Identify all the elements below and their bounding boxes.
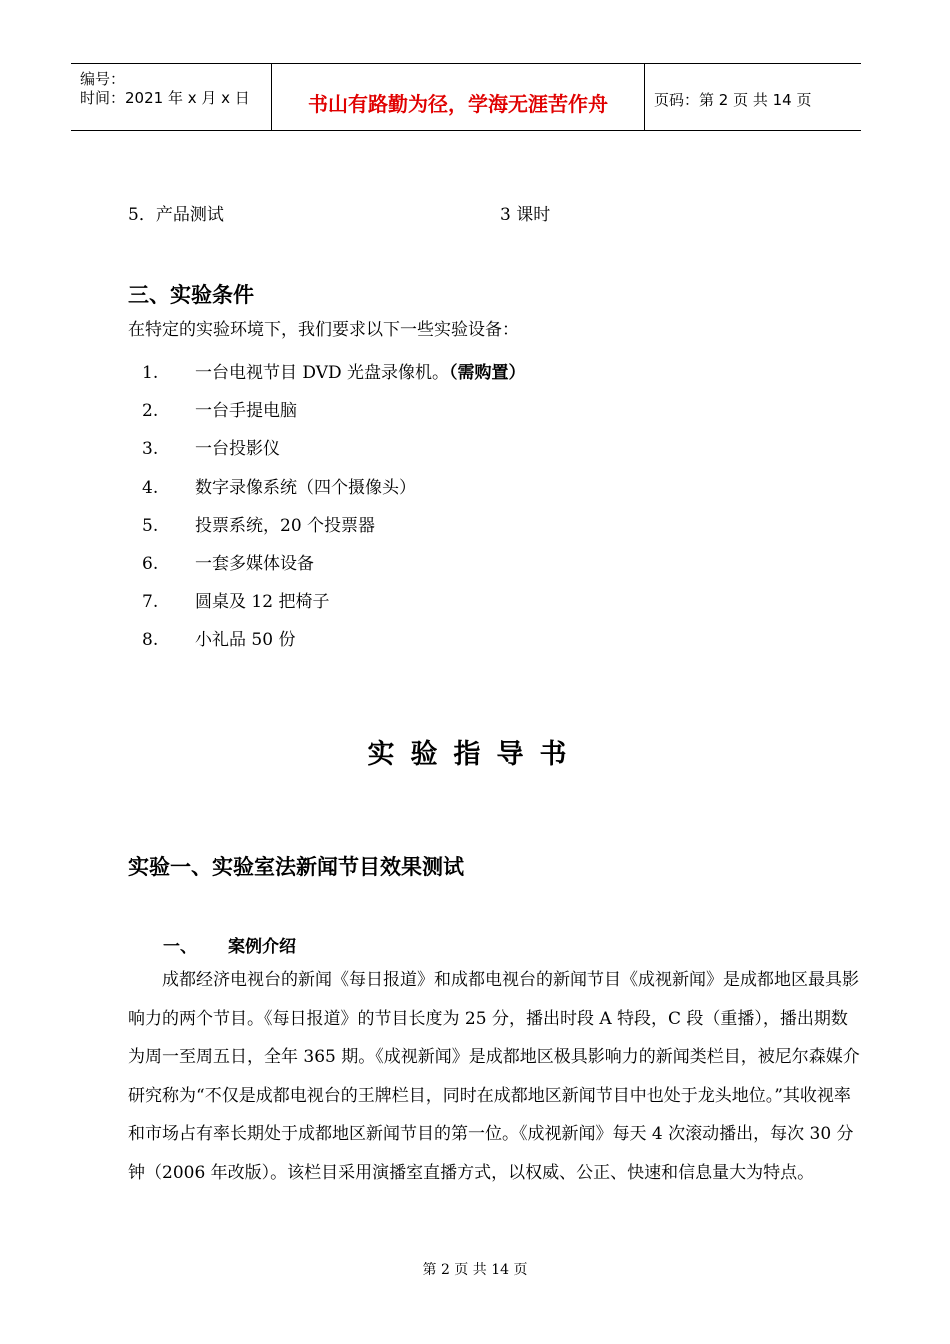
equipment-item-note: （需购置）: [449, 363, 526, 383]
equipment-item-text: 投票系统，20 个投票器: [195, 516, 376, 536]
header-motto: 书山有路勤为径，学海无涯苦作舟: [308, 92, 608, 116]
case-intro-number: 一、: [163, 937, 197, 957]
equipment-item: [142, 511, 375, 536]
case-intro-title: 案例介绍: [228, 937, 296, 957]
section3-heading: 三、实验条件: [128, 283, 254, 307]
experiment1-heading: 实验一、实验室法新闻节目效果测试: [128, 855, 464, 879]
equipment-item: [142, 625, 295, 650]
equipment-item: [142, 434, 280, 459]
header-left-cell: [71, 64, 272, 130]
case-intro-paragraph: [128, 961, 864, 1192]
number-label: 编号：: [80, 70, 126, 88]
equipment-item-number: 3.: [142, 439, 159, 459]
schedule-hours: 3 课时: [500, 205, 551, 225]
equipment-item-text: 一台投影仪: [195, 439, 280, 459]
header-middle-cell: [272, 64, 645, 130]
equipment-item-number: 6.: [142, 554, 159, 574]
equipment-item-number: 8.: [142, 630, 159, 650]
header-right-cell: [645, 64, 861, 130]
case-intro-text: 成都经济电视台的新闻《每日报道》和成都电视台的新闻节目《成视新闻》是成都地区最具影响力的两个节目。《每日报道》的节目长度为 25 分，播出时段 A 特段，C 段（重播），播出期数为周一至周五日，全年 365 期。《成视新闻》是成都地区极具影响力的新闻类栏目，被尼尔森媒介研究称为“不仅是成都电视台的王牌栏目，同时在成都地区新闻节目中也处于龙头地位。”其收视率和市场占有率长期处于成都地区新闻节目的第一位。《成视新闻》每天 4 次滚动播出，每次 30 分钟（2006 年改版）。该栏目采用演播室直播方式，以权威、公正、快速和信息量大为特点。: [128, 970, 860, 1183]
equipment-item: [142, 549, 314, 574]
equipment-item-text: 一台电视节目 DVD 光盘录像机。: [195, 363, 450, 383]
equipment-item: [142, 358, 526, 383]
document-title: 实验指导书: [367, 739, 583, 770]
equipment-item-number: 1.: [142, 363, 159, 383]
equipment-item-number: 2.: [142, 401, 159, 421]
equipment-item-number: 4.: [142, 478, 159, 498]
schedule-item: 5．产品测试: [128, 205, 224, 225]
equipment-item-text: 数字录像系统（四个摄像头）: [195, 478, 416, 498]
equipment-item: [142, 587, 329, 612]
header-page-info: 页码：第 2 页 共 14 页: [654, 91, 812, 109]
equipment-item-text: 小礼品 50 份: [195, 630, 296, 650]
page-header: [71, 63, 861, 131]
page-footer: 第 2 页 共 14 页: [422, 1262, 528, 1278]
equipment-item-number: 5.: [142, 516, 159, 536]
equipment-item-text: 圆桌及 12 把椅子: [195, 592, 330, 612]
equipment-item-number: 7.: [142, 592, 159, 612]
time-label: 时间：2021 年 x 月 x 日: [80, 89, 250, 107]
section3-intro: 在特定的实验环境下，我们要求以下一些实验设备：: [128, 320, 519, 340]
equipment-item-text: 一台手提电脑: [195, 401, 297, 421]
equipment-item-text: 一套多媒体设备: [195, 554, 314, 574]
equipment-item: [142, 396, 297, 421]
equipment-item: [142, 473, 416, 498]
